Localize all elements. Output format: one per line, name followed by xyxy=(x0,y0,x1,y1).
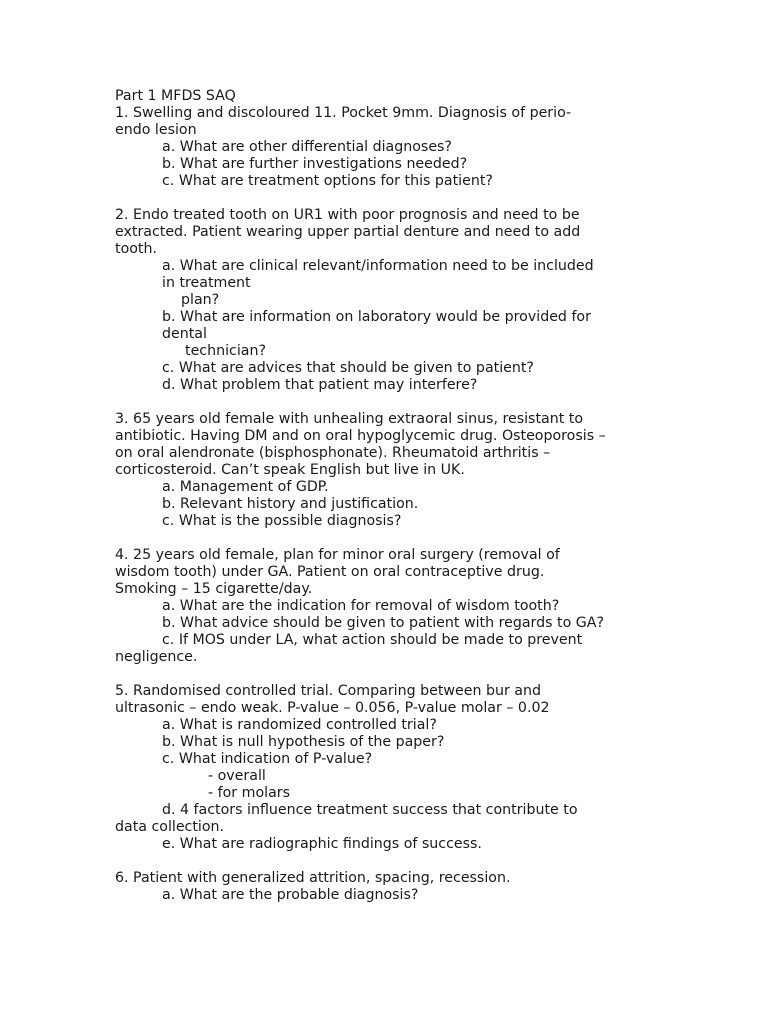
question-5-stem-line-2: ultrasonic – endo weak. P-value – 0.056, P-value molar – 0.02 xyxy=(115,700,550,716)
question-2-stem-line-2: extracted. Patient wearing upper partial denture and need to add xyxy=(115,224,581,240)
question-6-item-a: a. What are the probable diagnosis? xyxy=(162,887,419,903)
question-1 xyxy=(115,105,655,190)
question-3-item-b: b. Relevant history and justification. xyxy=(162,496,419,512)
question-1-item-b: b. What are further investigations needed? xyxy=(162,156,468,172)
question-4-item-b: b. What advice should be given to patient with regards to GA? xyxy=(162,615,605,631)
question-5-item-c-sub-2: - for molars xyxy=(208,785,291,801)
paragraph-gap xyxy=(115,853,655,870)
question-3-stem-line-1: 3. 65 years old female with unhealing extraoral sinus, resistant to xyxy=(115,411,584,427)
question-5-item-c-sub-1: - overall xyxy=(208,768,266,784)
question-5-item-e: e. What are radiographic findings of success. xyxy=(162,836,482,852)
question-2-item-b-line-2: dental xyxy=(162,326,207,342)
question-6 xyxy=(115,870,655,904)
question-4-item-c-continuation: negligence. xyxy=(115,649,198,665)
paragraph-gap xyxy=(115,666,655,683)
question-4-stem-line-3: Smoking – 15 cigarette/day. xyxy=(115,581,313,597)
question-2-stem-line-3: tooth. xyxy=(115,241,157,257)
question-5-stem-line-1: 5. Randomised controlled trial. Comparing between bur and xyxy=(115,683,541,699)
question-3-item-a: a. Management of GDP. xyxy=(162,479,329,495)
question-2-stem-line-1: 2. Endo treated tooth on UR1 with poor prognosis and need to be xyxy=(115,207,580,223)
question-2-item-b-line-1: b. What are information on laboratory would be provided for xyxy=(162,309,591,325)
question-1-stem-line-2: endo lesion xyxy=(115,122,197,138)
question-4-stem-line-1: 4. 25 years old female, plan for minor oral surgery (removal of xyxy=(115,547,560,563)
question-2 xyxy=(115,207,655,394)
question-1-item-a: a. What are other differential diagnoses? xyxy=(162,139,452,155)
question-1-item-c: c. What are treatment options for this patient? xyxy=(162,173,493,189)
question-5-item-c: c. What indication of P-value? xyxy=(162,751,373,767)
question-5 xyxy=(115,683,655,853)
question-1-stem-line-1: 1. Swelling and discoloured 11. Pocket 9mm. Diagnosis of perio- xyxy=(115,105,572,121)
question-5-item-d-continuation: data collection. xyxy=(115,819,225,835)
question-2-item-a-line-3: plan? xyxy=(181,292,220,308)
question-3-stem-line-2: antibiotic. Having DM and on oral hypoglycemic drug. Osteoporosis – xyxy=(115,428,606,444)
question-6-stem: 6. Patient with generalized attrition, spacing, recession. xyxy=(115,870,511,886)
question-3-stem-line-3: on oral alendronate (bisphosphonate). Rheumatoid arthritis – xyxy=(115,445,551,461)
question-3 xyxy=(115,411,655,530)
question-2-item-b-line-3: technician? xyxy=(185,343,266,359)
paragraph-gap xyxy=(115,530,655,547)
document-body xyxy=(115,88,655,904)
question-2-item-d: d. What problem that patient may interfere? xyxy=(162,377,478,393)
question-5-item-a: a. What is randomized controlled trial? xyxy=(162,717,437,733)
question-4-item-c: c. If MOS under LA, what action should be made to prevent xyxy=(162,632,583,648)
question-2-item-a-line-2: in treatment xyxy=(162,275,251,291)
question-5-item-b: b. What is null hypothesis of the paper? xyxy=(162,734,445,750)
question-4-item-a: a. What are the indication for removal of wisdom tooth? xyxy=(162,598,560,614)
question-4-stem-line-2: wisdom tooth) under GA. Patient on oral contraceptive drug. xyxy=(115,564,545,580)
question-2-item-a-line-1: a. What are clinical relevant/information need to be included xyxy=(162,258,594,274)
question-3-stem-line-4: corticosteroid. Can’t speak English but live in UK. xyxy=(115,462,465,478)
question-5-item-d: d. 4 factors influence treatment success that contribute to xyxy=(162,802,578,818)
paragraph-gap xyxy=(115,190,655,207)
question-2-item-c: c. What are advices that should be given to patient? xyxy=(162,360,534,376)
question-4 xyxy=(115,547,655,666)
question-3-item-c: c. What is the possible diagnosis? xyxy=(162,513,402,529)
document-title: Part 1 MFDS SAQ xyxy=(115,88,236,104)
paragraph-gap xyxy=(115,394,655,411)
